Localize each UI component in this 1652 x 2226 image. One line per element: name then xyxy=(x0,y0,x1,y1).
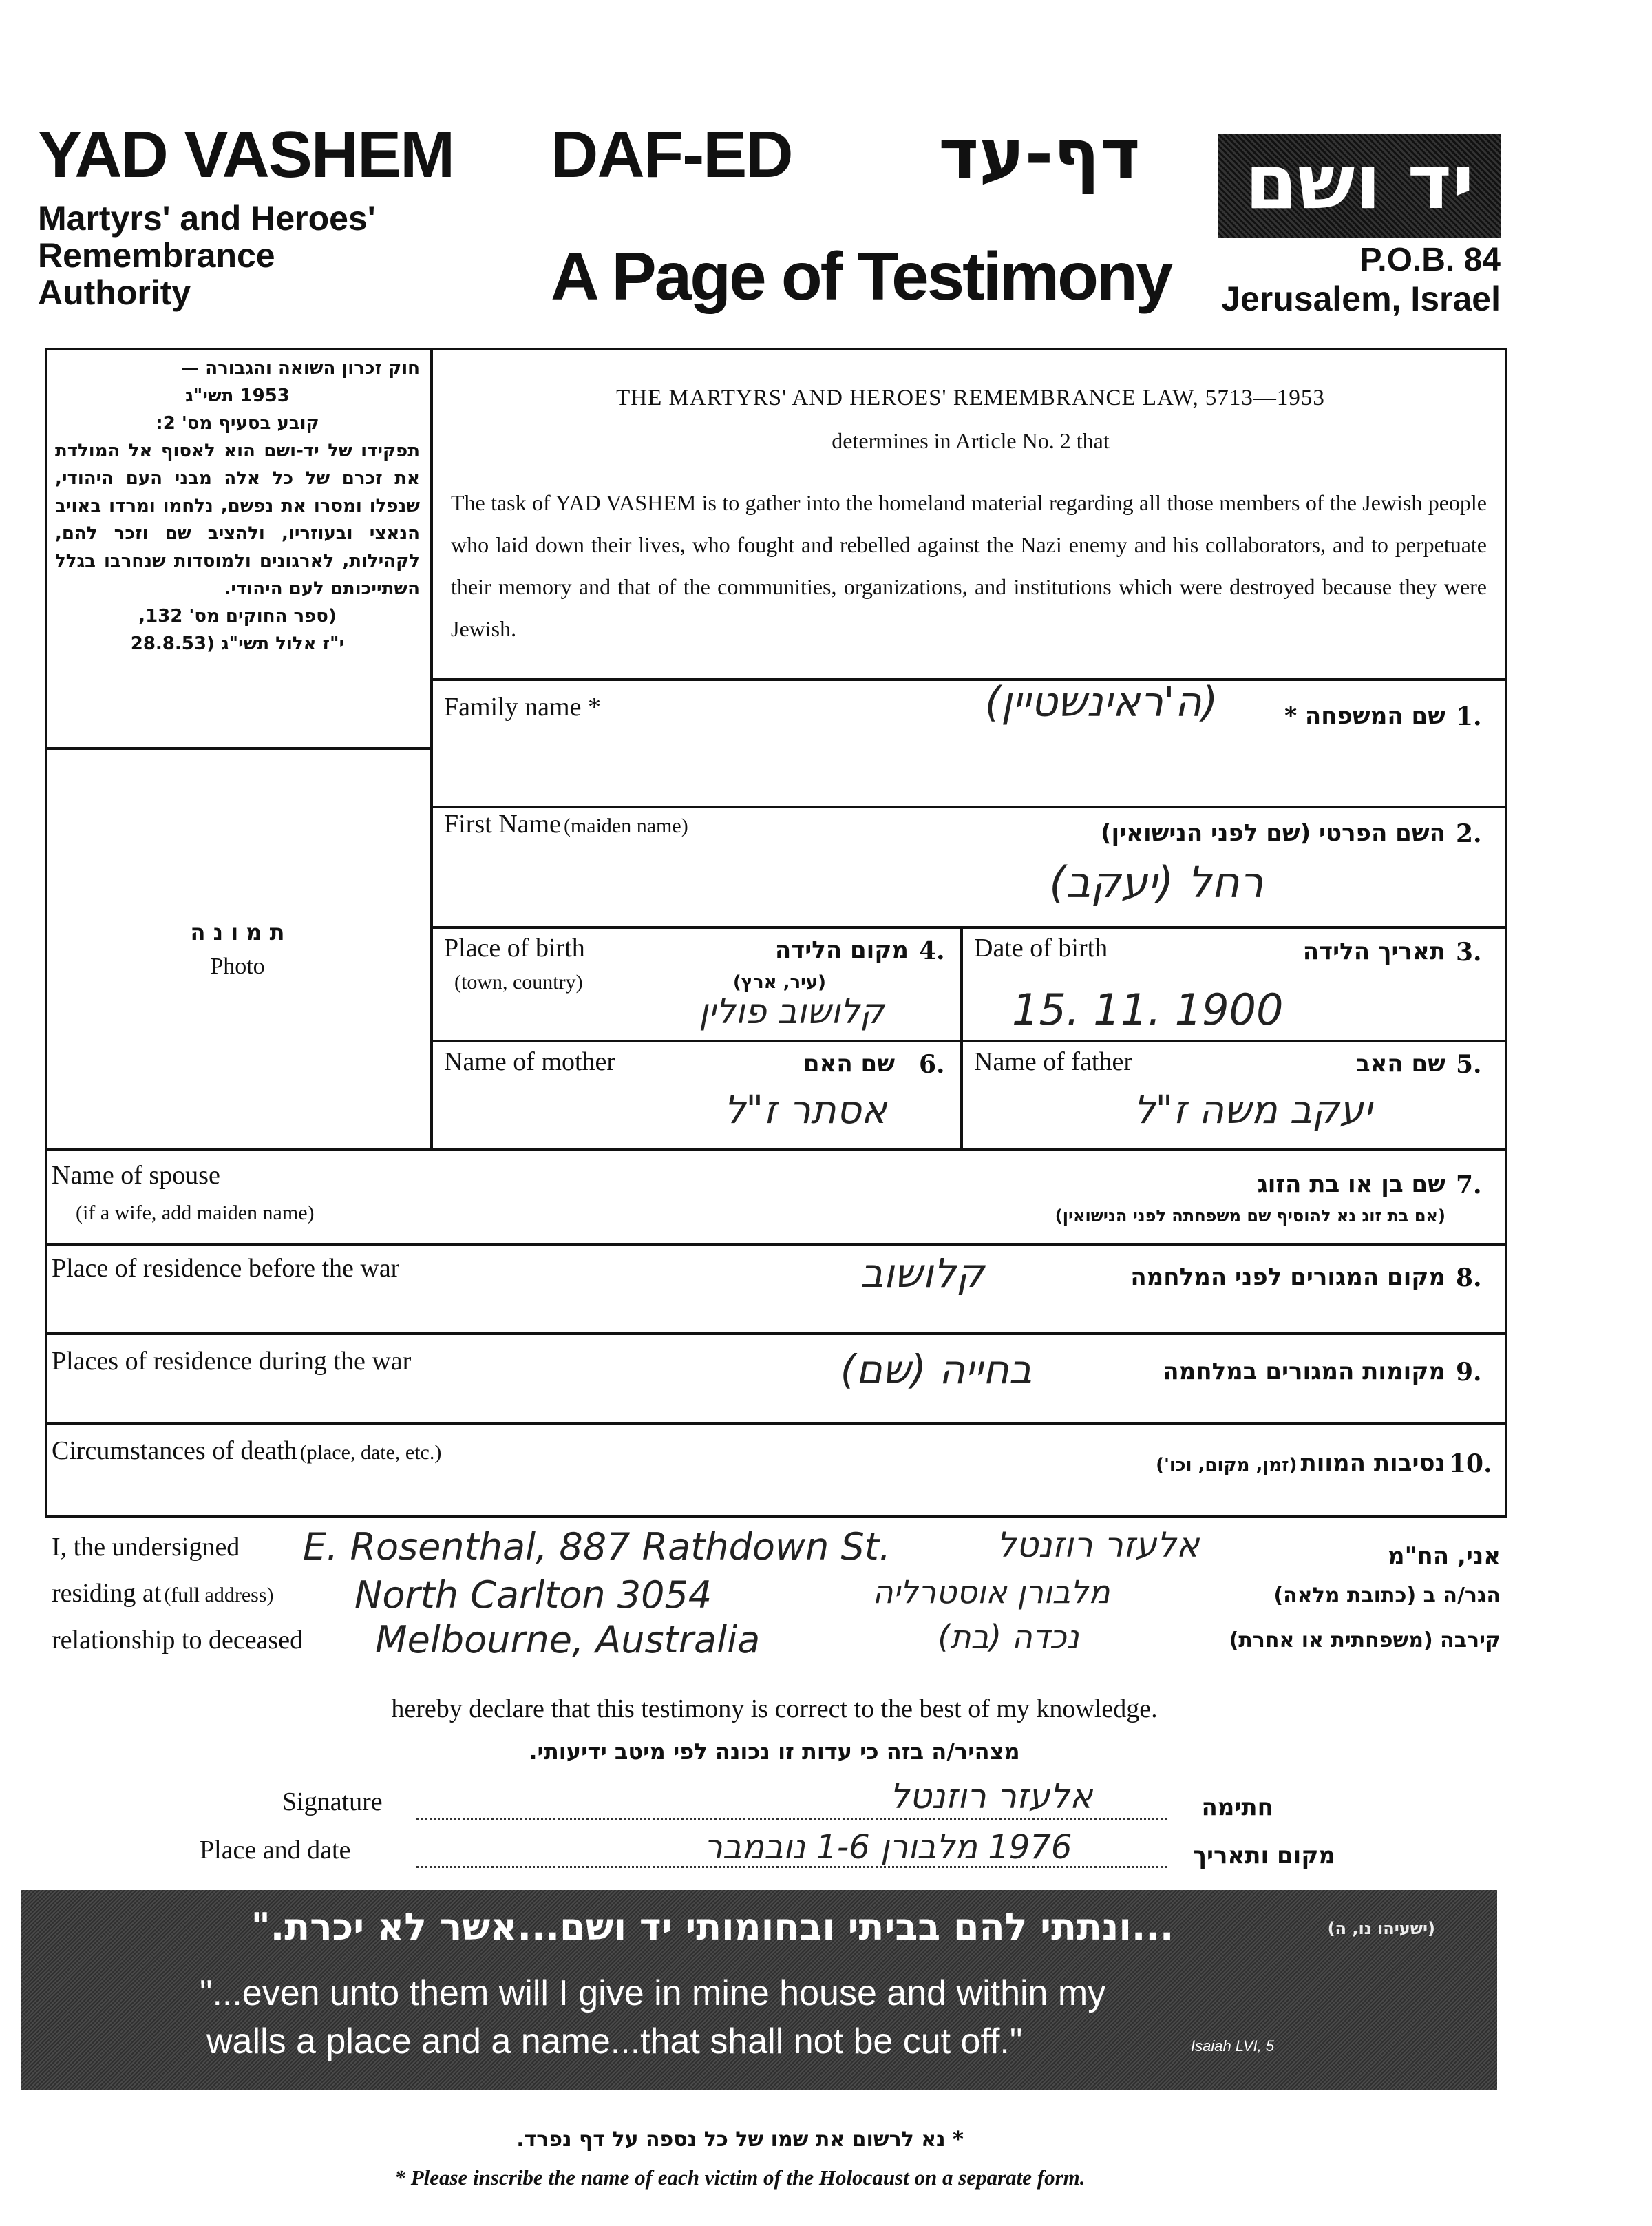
he-law-source: (ספר החוקים מס' 132, xyxy=(138,606,337,627)
date-of-birth-num: 3. xyxy=(1456,938,1482,967)
signature-value[interactable]: אלעזר רוזנטל xyxy=(889,1776,1093,1816)
spouse-label: Name of spouse xyxy=(52,1161,220,1190)
first-name-num: 2. xyxy=(1456,819,1482,848)
he-law-article: קובע בסעיף מס' 2: xyxy=(156,413,319,434)
relationship-label: relationship to deceased xyxy=(52,1626,304,1655)
he-law-text: תפקידו של יד-ושם הוא לאסוף אל המולדת את זכרם של כל אלה מבני העם היהודי, שנפלו ומסרו את נפשם, נלחמו ומרדו באויב הנאצי ובעוזריו, ולהציב שם וזכר להם, לקהילות, לארגונים ולמוסדות שנחרבו בגלל השתייכותם לעם היהודי. xyxy=(55,441,420,599)
first-name-label xyxy=(444,809,688,839)
place-of-birth-sub: (town, country) xyxy=(454,971,583,994)
declaration-text-hebrew: מצהיר/ה בזה כי עדות זו נכונה לפי מיטב ידיעותי. xyxy=(529,1739,1020,1765)
logo-lettering: יד ושם xyxy=(1245,138,1474,226)
residing-he-label: הגר/ה ב (כתובת מלאה) xyxy=(1273,1584,1501,1608)
spouse-he-sub: (אם בת זוג נא להוסיף שם משפחתה לפני הנישואין) xyxy=(1055,1206,1446,1226)
frame-right xyxy=(1505,348,1507,1518)
death-he-label xyxy=(964,1449,1446,1477)
row9-bottom xyxy=(45,1422,1507,1425)
signature-he-label: חתימה xyxy=(1201,1794,1273,1821)
brand-title: YAD VASHEM xyxy=(38,118,454,191)
first-name-label-text: First Name xyxy=(444,810,561,839)
undersigned-he-value[interactable]: אלעזר רוזנטל xyxy=(996,1525,1200,1565)
row3-divider xyxy=(960,926,963,1150)
relationship-value[interactable]: Melbourne, Australia xyxy=(375,1618,761,1661)
row10-bottom xyxy=(45,1515,1507,1518)
undersigned-value[interactable]: E. Rosenthal, 887 Rathdown St. xyxy=(303,1525,891,1568)
place-of-birth-value[interactable]: קלושוב פולין xyxy=(699,991,885,1031)
family-name-label: Family name * xyxy=(444,693,601,722)
frame-left xyxy=(45,348,47,1518)
residing-label xyxy=(52,1578,273,1608)
residing-label-sub: (full address) xyxy=(164,1584,274,1606)
mother-name-he-label: שם האם xyxy=(803,1050,895,1078)
authority-name: Martyrs' and Heroes' Remembrance Authority xyxy=(38,199,376,312)
banner-quote-hebrew-ref: (ישעיהו נו, ה) xyxy=(1327,1919,1435,1938)
residence-during-value[interactable]: בחייה (שם) xyxy=(840,1346,1032,1393)
father-name-value[interactable]: יעקב משה ז"ל xyxy=(1133,1088,1373,1133)
place-date-he-label: מקום ותאריך xyxy=(1193,1842,1335,1869)
father-name-num: 5. xyxy=(1456,1050,1482,1079)
footer-note: * Please inscribe the name of each victim of the Holocaust on a separate form. xyxy=(394,2165,1086,2190)
footer-note-hebrew: * נא לרשום את שמו של כל נספה על דף נפרד. xyxy=(516,2128,964,2152)
row1-bottom xyxy=(430,806,1507,808)
place-of-birth-num: 4. xyxy=(919,936,945,965)
photo-label-hebrew: ת מ ו נ ה xyxy=(190,919,285,945)
date-of-birth-he-label: תאריך הלידה xyxy=(1302,938,1446,965)
residence-before-value[interactable]: קלושוב xyxy=(860,1250,985,1296)
death-label-text: Circumstances of death xyxy=(52,1436,297,1465)
daf-ed-title: DAF-ED xyxy=(551,118,792,191)
place-of-birth-label: Place of birth xyxy=(444,934,585,963)
place-date-label: Place and date xyxy=(200,1836,351,1865)
death-label-sub: (place, date, etc.) xyxy=(299,1441,442,1464)
row2-bottom xyxy=(430,926,1507,929)
father-name-label: Name of father xyxy=(974,1047,1132,1076)
place-of-birth-he-label: מקום הלידה xyxy=(774,936,909,964)
he-law-block xyxy=(55,355,420,658)
law-subtitle: determines in Article No. 2 that xyxy=(832,428,1110,453)
death-he-label-sub: (זמן, מקום, וכו') xyxy=(1156,1455,1298,1476)
father-name-he-label: שם האב xyxy=(1355,1050,1446,1078)
place-of-birth-he-sub: (עיר, ארץ) xyxy=(732,972,826,993)
relationship-he-value[interactable]: נכדה (בת) xyxy=(938,1618,1079,1655)
residence-before-label: Place of residence before the war xyxy=(52,1254,400,1283)
undersigned-label: I, the undersigned xyxy=(52,1533,240,1562)
form-title: A Page of Testimony xyxy=(551,238,1172,314)
undersigned-he-label: אני, הח"מ xyxy=(1388,1542,1501,1570)
family-name-he-label: שם המשפחה * xyxy=(1284,702,1446,730)
he-law-title: חוק זכרון השואה והגבורה — xyxy=(181,358,420,379)
residing-label-text: residing at xyxy=(52,1579,162,1608)
residence-during-he-label: מקומות המגורים במלחמה xyxy=(1163,1358,1446,1385)
city-address: Jerusalem, Israel xyxy=(1221,280,1501,318)
daf-ed-hebrew: דף-עד xyxy=(938,114,1141,194)
residing-he-value[interactable]: מלבורן אוסטרליה xyxy=(872,1573,1110,1610)
photo-label: Photo xyxy=(210,954,265,979)
place-date-value[interactable]: 1976 מלבורן 1-6 נובמבר xyxy=(703,1828,1072,1867)
he-law-bottom-line xyxy=(45,747,432,750)
residence-before-num: 8. xyxy=(1456,1263,1482,1292)
he-law-date: י"ז אלול תשי"ג (28.8.53 xyxy=(130,633,345,654)
death-num: 10. xyxy=(1449,1449,1492,1478)
mother-name-num: 6. xyxy=(919,1050,945,1079)
frame-top xyxy=(45,348,1507,350)
row4-bottom xyxy=(45,1148,1507,1151)
banner-quote-line2: walls a place and a name...that shall not be cut off." xyxy=(206,2022,1023,2061)
first-name-he-label: השם הפרטי (שם לפני הנישואין) xyxy=(1100,819,1446,847)
banner-quote-hebrew: ...ונתתי להם בביתי ובחומותי יד ושם...אשר לא יכרת." xyxy=(251,1905,1174,1949)
signature-label: Signature xyxy=(282,1787,383,1816)
pob-address: P.O.B. 84 xyxy=(1359,242,1501,278)
family-name-num: 1. xyxy=(1456,702,1482,731)
banner-quote-ref: Isaiah LVI, 5 xyxy=(1191,2037,1275,2055)
first-name-value[interactable]: רחל (יעקב) xyxy=(1049,857,1264,907)
yad-vashem-logo xyxy=(1218,134,1501,238)
spouse-sub: (if a wife, add maiden name) xyxy=(76,1201,315,1224)
signature-line xyxy=(416,1818,1167,1820)
row3-bottom xyxy=(430,1040,1507,1042)
mother-name-label: Name of mother xyxy=(444,1047,616,1076)
law-bottom-line xyxy=(430,678,1507,681)
residing-value[interactable]: North Carlton 3054 xyxy=(354,1573,712,1617)
banner-quote-line1: "...even unto them will I give in mine house and within my xyxy=(200,1973,1106,2013)
law-title: THE MARTYRS' AND HEROES' REMEMBRANCE LAW, 5713—1953 xyxy=(616,386,1325,410)
spouse-he-label: שם בן או בת הזוג xyxy=(1257,1170,1446,1198)
quote-banner xyxy=(21,1890,1497,2090)
death-he-label-text: נסיבות המוות xyxy=(1300,1449,1446,1477)
date-of-birth-value[interactable]: 15. 11. 1900 xyxy=(1012,985,1284,1035)
mother-name-value[interactable]: אסתר ז"ל xyxy=(723,1088,887,1133)
death-label xyxy=(52,1436,441,1466)
residence-during-label: Places of residence during the war xyxy=(52,1347,412,1376)
declaration-text: hereby declare that this testimony is correct to the best of my knowledge. xyxy=(391,1694,1158,1723)
he-law-year: 1953 תשי"ג xyxy=(185,386,290,406)
law-text: The task of YAD VASHEM is to gather into the homeland material regarding all those members of the Jewish people who laid down their lives, who fought and rebelled against the Nazi enemy and his collaborators, and to perpetuate their memory and that of the communities, organizations, and institutions which were destroyed because they were Jewish. xyxy=(451,490,1487,641)
row7-bottom xyxy=(45,1243,1507,1246)
relationship-he-label: קירבה (משפחתית או אחרת) xyxy=(1229,1628,1501,1652)
spouse-num: 7. xyxy=(1456,1170,1482,1199)
date-of-birth-label: Date of birth xyxy=(974,934,1108,963)
residence-during-num: 9. xyxy=(1456,1358,1482,1387)
family-name-value[interactable]: (ה'ראינשטיין) xyxy=(984,678,1218,726)
first-name-label-sub: (maiden name) xyxy=(563,815,688,837)
row8-bottom xyxy=(45,1332,1507,1335)
residence-before-he-label: מקום המגורים לפני המלחמה xyxy=(1130,1263,1446,1291)
